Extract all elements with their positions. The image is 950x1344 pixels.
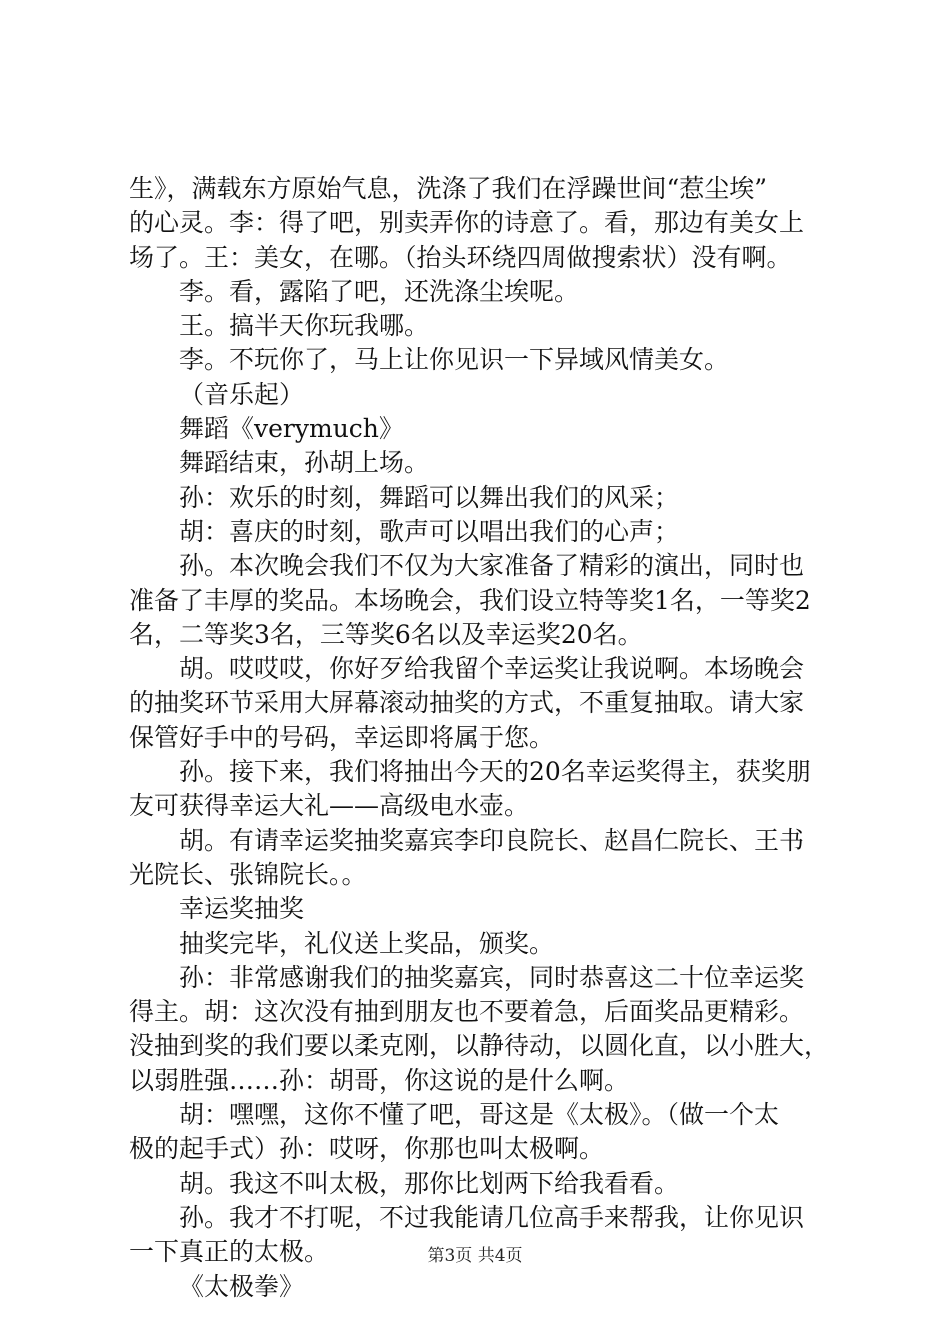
text-line: 幸运奖抽奖 [179, 894, 305, 924]
text-line: 胡。我这不叫太极，那你比划两下给我看看。 [179, 1168, 680, 1198]
text-line: 没抽到奖的我们要以柔克刚，以静待动，以圆化直，以小胜大， [129, 1031, 830, 1061]
text-line: 生》，满载东方原始气息，洗涤了我们在浮躁世间“惹尘埃” [129, 174, 768, 203]
text-line: 光院长、张锦院长。。 [129, 859, 367, 889]
text-line: 孙。接下来，我们将抽出今天的20名幸运奖得主，获奖朋 [179, 757, 811, 787]
text-line: 李。不玩你了，马上让你见识一下异域风情美女。 [179, 345, 730, 375]
text-line: 《太极拳》 [179, 1271, 305, 1301]
text-line: 以弱胜强……孙：胡哥，你这说的是什么啊。 [129, 1065, 630, 1095]
text-line: 胡：嘿嘿，这你不懂了吧，哥这是《太极》。（做一个太 [179, 1100, 780, 1130]
text-line: 胡。有请幸运奖抽奖嘉宾李印良院长、赵昌仁院长、王书 [179, 825, 805, 855]
text-line: 的抽奖环节采用大屏幕滚动抽奖的方式，不重复抽取。请大家 [129, 688, 805, 718]
text-line: 李。看，露陷了吧，还洗涤尘埃呢。 [179, 276, 580, 306]
text-line: 孙：非常感谢我们的抽奖嘉宾，同时恭喜这二十位幸运奖 [179, 962, 805, 992]
text-line: 得主。胡：这次没有抽到朋友也不要着急，后面奖品更精彩。 [129, 997, 805, 1027]
text-line: 准备了丰厚的奖品。本场晚会，我们设立特等奖1名，一等奖2 [129, 585, 811, 615]
text-line: 王。搞半天你玩我哪。 [179, 311, 430, 341]
text-line: 极的起手式）孙：哎呀，你那也叫太极啊。 [129, 1134, 605, 1164]
text-line: 胡：喜庆的时刻，歌声可以唱出我们的心声； [179, 516, 680, 546]
text-line: 孙：欢乐的时刻，舞蹈可以舞出我们的风采； [179, 482, 680, 512]
text-line: 孙。本次晚会我们不仅为大家准备了精彩的演出，同时也 [179, 551, 805, 581]
text-line: 场了。王：美女，在哪。（抬头环绕四周做搜索状）没有啊。 [129, 242, 792, 272]
text-line: 友可获得幸运大礼——高级电水壶。 [129, 791, 530, 821]
text-line: 一下真正的太极。 [129, 1237, 330, 1267]
text-line: 抽奖完毕，礼仪送上奖品，颁奖。 [179, 928, 555, 958]
text-line: 保管好手中的号码，幸运即将属于您。 [129, 722, 555, 752]
document-body [129, 172, 829, 1304]
text-line: 孙。我才不打呢，不过我能请几位高手来帮我，让你见识 [179, 1202, 805, 1232]
text-line: 的心灵。李：得了吧，别卖弄你的诗意了。看，那边有美女上 [129, 208, 805, 238]
text-line: 舞蹈结束，孙胡上场。 [179, 448, 430, 478]
page-number-label: 第3页 共4页 [427, 1246, 523, 1266]
text-line: 舞蹈《verymuch》 [179, 414, 404, 444]
text-line: 名，二等奖3名，三等奖6名以及幸运奖20名。 [129, 619, 643, 649]
text-line: （音乐起） [179, 379, 305, 409]
text-line: 胡。哎哎哎，你好歹给我留个幸运奖让我说啊。本场晚会 [179, 654, 805, 684]
page-footer [0, 1244, 950, 1268]
